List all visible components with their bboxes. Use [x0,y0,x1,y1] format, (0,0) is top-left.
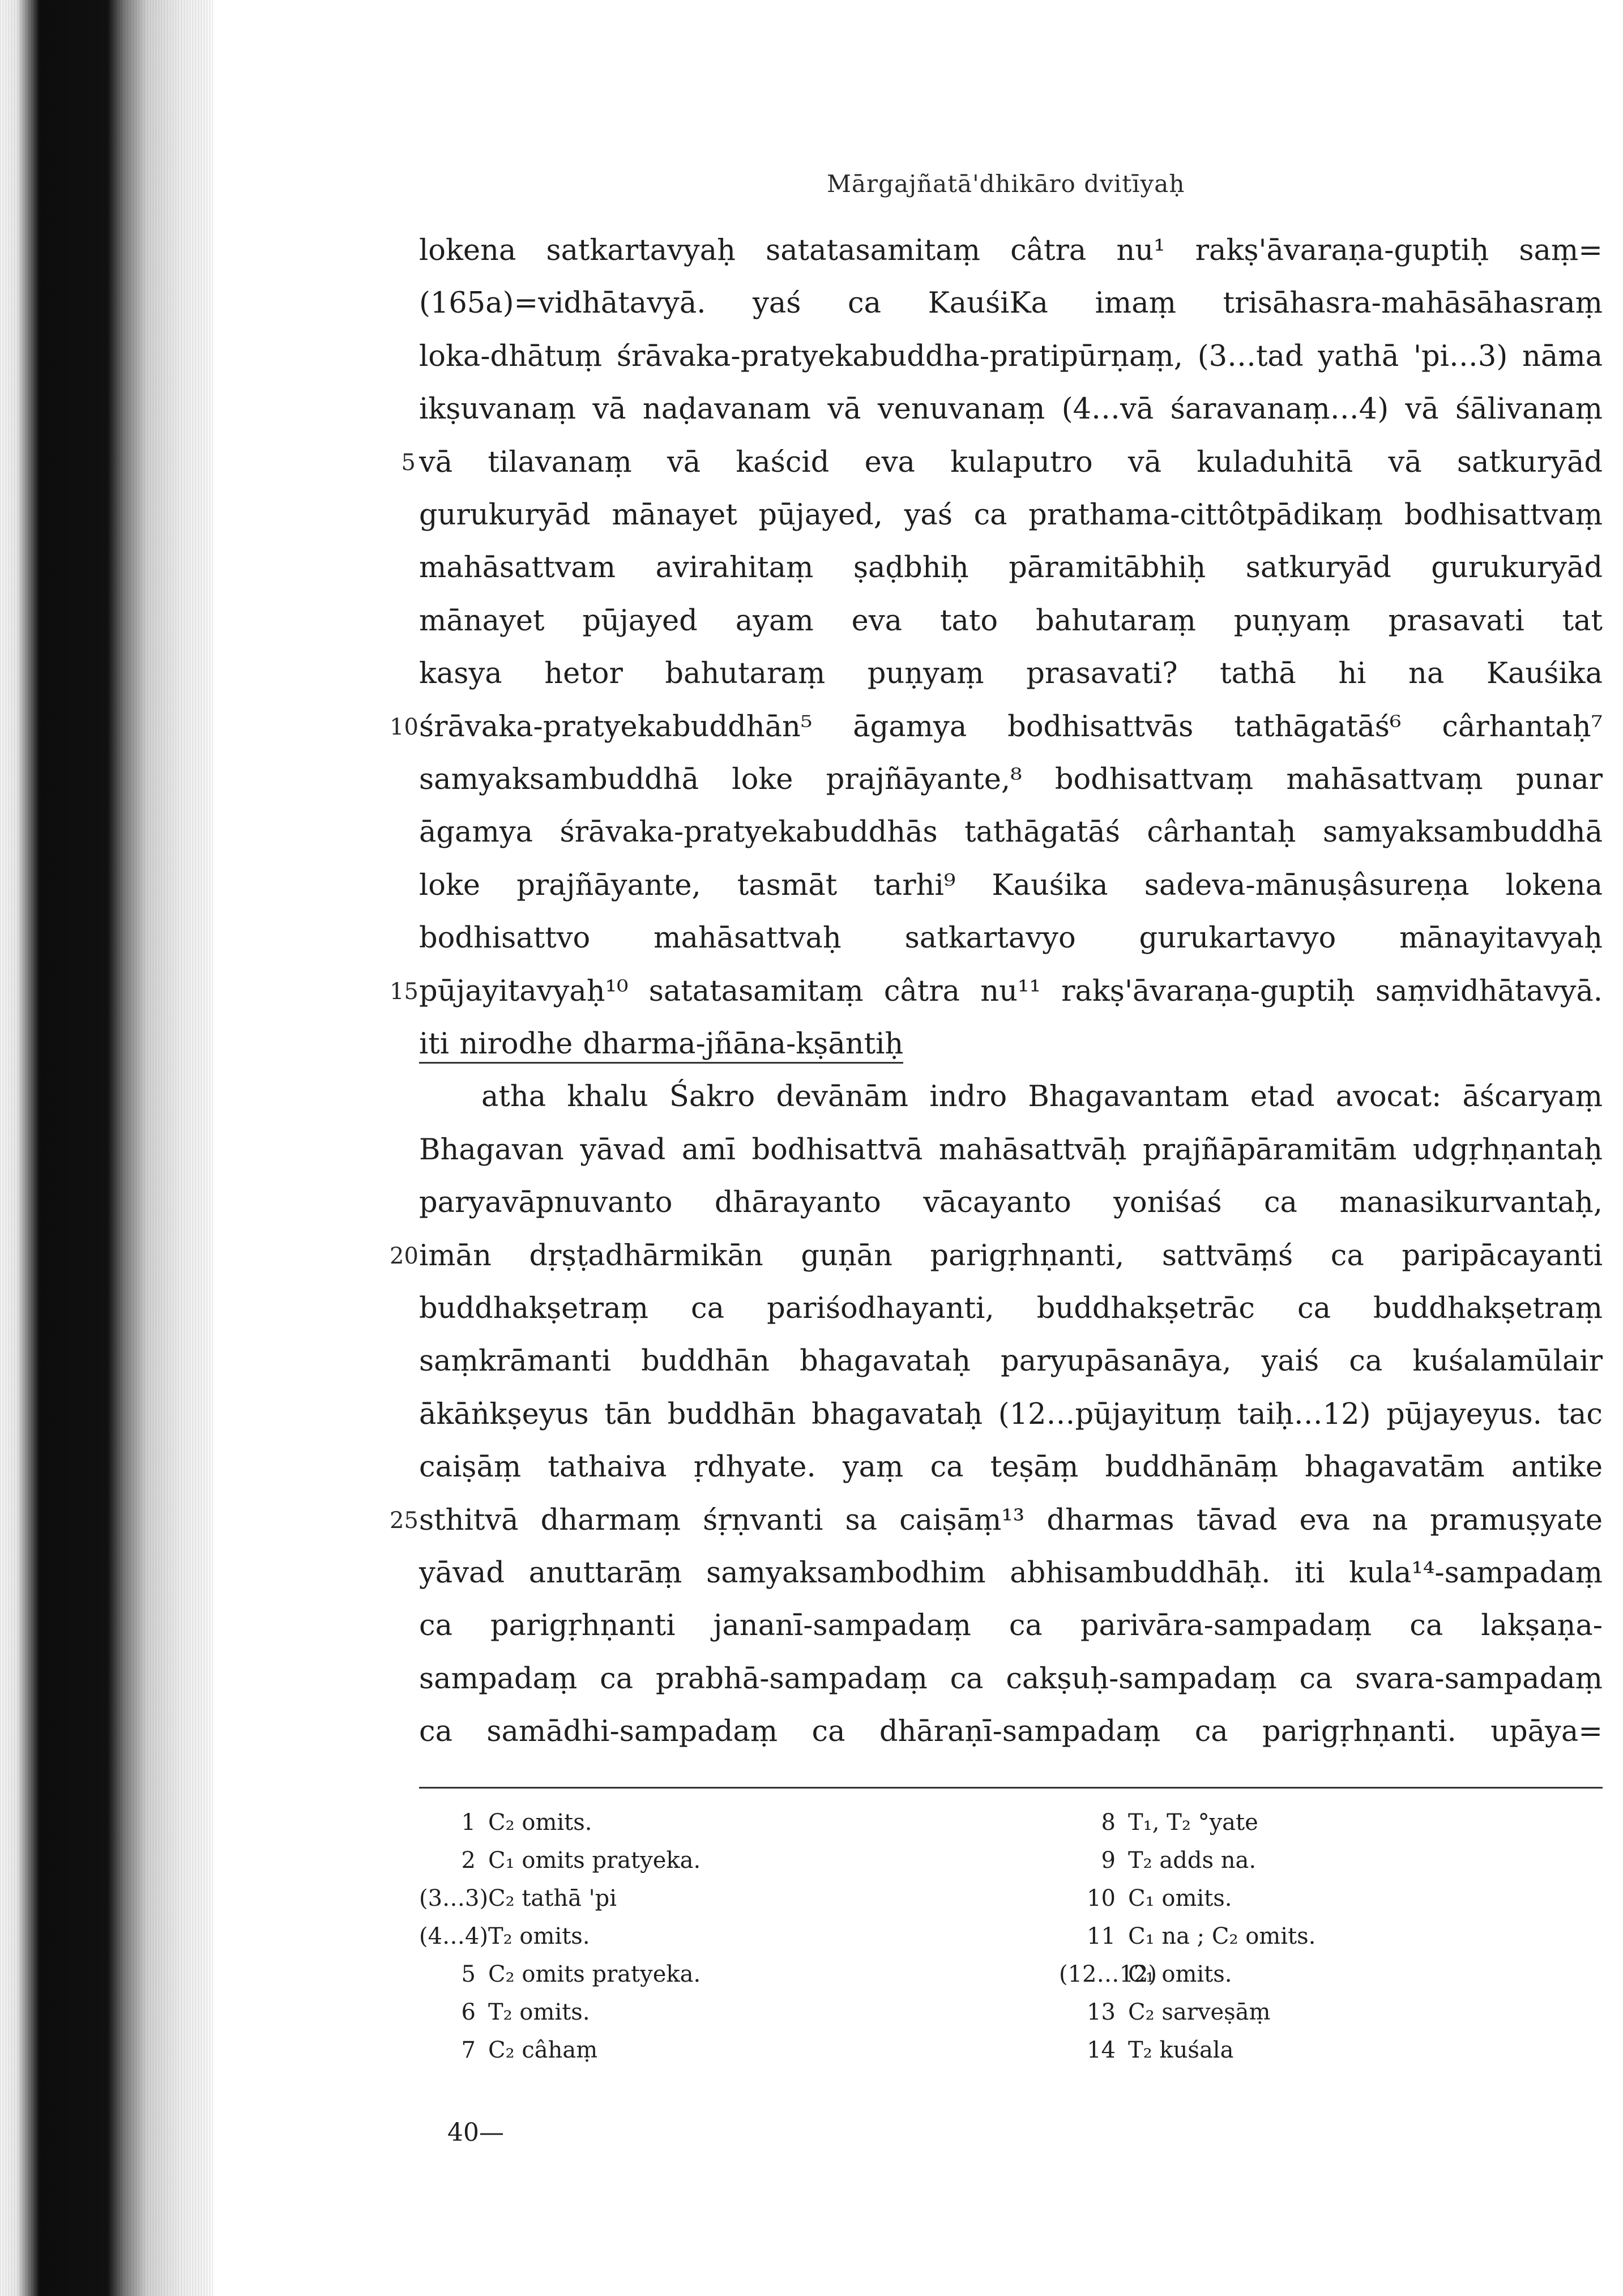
section-heading-text: iti nirodhe dharma-jñāna-kṣāntiḥ [419,1027,903,1064]
footnote-number: 7 [461,2037,476,2063]
text-line: mahāsattvam avirahitaṃ ṣaḍbhiḥ pāramitābhiḥ satkuryād gurukuryād [419,551,1603,584]
footnote-number: 8 [1101,1810,1116,1836]
text-line: ikṣuvanaṃ vā naḍavanam vā venuvanaṃ (4…vā śaravanaṃ…4) vā śālivanaṃ [419,392,1603,426]
footnote-number: (12…12) [1059,1961,1158,1987]
footnote-text: C₁ omits pratyeka. [488,1847,701,1873]
footnote [419,1842,985,1880]
footnote [419,1994,985,2032]
footnote-number: 10 [1087,1885,1116,1911]
text-line: lokena satkartavyaḥ satatasamitaṃ câtra nu¹ rakṣ'āvaraṇa-guptiḥ saṃ= [419,234,1603,267]
line-number: 5 [401,450,416,476]
line-number: 15 [390,979,418,1005]
text-line: śrāvaka-pratyekabuddhān⁵ āgamya bodhisattvās tathāgatāś⁶ cârhantaḥ⁷ [419,710,1603,744]
footnote-text: T₂ omits. [488,1923,590,1949]
footnote-text: C₂ sarveṣāṃ [1128,1999,1271,2025]
footnote-number: (4…4) [419,1923,489,1949]
footnote-number: 14 [1087,2037,1116,2063]
footnote-text: T₂ adds na. [1128,1847,1257,1873]
footnote [419,1956,985,1994]
text-line: paryavāpnuvanto dhārayanto vācayanto yoniśaś ca manasikurvantaḥ, [419,1186,1603,1219]
text-line: samyaksambuddhā loke prajñāyante,⁸ bodhisattvaṃ mahāsattvaṃ punar [419,763,1603,796]
text-line: ca parigṛhṇanti jananī-sampadaṃ ca parivāra-sampadaṃ ca lakṣaṇa- [419,1609,1603,1642]
footnote-number: 1 [461,1810,476,1836]
footnote [1059,1994,1569,2032]
text-line: caiṣāṃ tathaiva ṛdhyate. yaṃ ca teṣāṃ buddhānāṃ bhagavatām antike [419,1450,1603,1484]
footnote-number: 9 [1101,1847,1116,1873]
text-line: gurukuryād mānayet pūjayed, yaś ca prathama-cittôtpādikaṃ bodhisattvaṃ [419,498,1603,532]
footnote-text: T₁, T₂ °yate [1128,1810,1258,1836]
text-line: pūjayitavyaḥ¹⁰ satatasamitaṃ câtra nu¹¹ rakṣ'āvaraṇa-guptiḥ saṃvidhātavyā. [419,975,1603,1008]
text-line: yāvad anuttarāṃ samyaksambodhim abhisambuddhāḥ. iti kula¹⁴-sampadaṃ [419,1556,1603,1590]
text-line: atha khalu Śakro devānām indro Bhagavantam etad avocat: āścaryaṃ [481,1080,1603,1113]
page-number: 40— [447,2118,504,2147]
footnote-number: 11 [1087,1923,1116,1949]
footnote-number: 6 [461,1999,476,2025]
footnote [1059,1918,1569,1956]
text-line: bodhisattvo mahāsattvaḥ satkartavyo gurukartavyo mānayitavyaḥ [419,921,1603,955]
footnote [1059,1842,1569,1880]
footnote [1059,1880,1569,1918]
footnote-text: C₁ omits. [1128,1885,1232,1911]
footnotes-left [419,1804,985,2069]
text-line: loke prajñāyante, tasmāt tarhi⁹ Kauśika sadeva-mānuṣâsureṇa lokena [419,869,1603,902]
text-line: Bhagavan yāvad amī bodhisattvā mahāsattvāḥ prajñāpāramitām udgṛhṇantaḥ [419,1133,1603,1167]
text-line: vā tilavanaṃ vā kaścid eva kulaputro vā kuladuhitā vā satkuryād [419,446,1603,479]
footnote [419,1804,985,1842]
footnote-number: 2 [461,1847,476,1873]
line-number: 10 [390,714,418,740]
footnote [1059,1956,1569,1994]
running-head: Mārgajñatā'dhikāro dvitīyaḥ [827,170,1185,198]
text-line: imān dṛṣṭadhārmikān guṇān parigṛhṇanti, sattvāṃś ca paripācayanti [419,1239,1603,1273]
text-line: saṃkrāmanti buddhān bhagavataḥ paryupāsanāya, yaiś ca kuśalamūlair [419,1345,1603,1378]
text-line: ca samādhi-sampadaṃ ca dhāraṇī-sampadaṃ ca parigṛhṇanti. upāya= [419,1715,1603,1748]
text-line: ākāṅkṣeyus tān buddhān bhagavataḥ (12…pūjayituṃ taiḥ…12) pūjayeyus. tac [419,1398,1603,1431]
footnote [419,1880,985,1918]
line-number: 20 [390,1243,418,1269]
footnote-divider [419,1787,1603,1789]
footnotes-right [1059,1804,1569,2069]
footnote [419,1918,985,1956]
footnote [1059,2032,1569,2069]
footnote-text: C₂ câhaṃ [488,2037,598,2063]
footnote-text: T₂ kuśala [1128,2037,1234,2063]
footnote-number: (3…3) [419,1885,489,1911]
footnote-text: C₂ omits. [488,1810,592,1836]
text-line: kasya hetor bahutaraṃ puṇyaṃ prasavati? tathā hi na Kauśika [419,657,1603,690]
footnote-text: T₂ omits. [488,1999,590,2025]
text-line: buddhakṣetraṃ ca pariśodhayanti, buddhakṣetrāc ca buddhakṣetraṃ [419,1292,1603,1325]
section-heading [419,1024,903,1065]
footnote [419,2032,985,2069]
footnote-number: 5 [461,1961,476,1987]
footnote-text: C₁ omits. [1128,1961,1232,1987]
footnote-text: C₂ tathā 'pi [488,1885,617,1911]
footnote-number: 13 [1087,1999,1116,2025]
text-line: sampadaṃ ca prabhā-sampadaṃ ca cakṣuḥ-sampadaṃ ca svara-sampadaṃ [419,1662,1603,1696]
line-number: 25 [390,1508,418,1534]
text-line: sthitvā dharmaṃ śṛṇvanti sa caiṣāṃ¹³ dharmas tāvad eva na pramuṣyate [419,1504,1603,1537]
text-line: (165a)=vidhātavyā. yaś ca KauśiKa imaṃ trisāhasra-mahāsāhasraṃ [419,287,1603,320]
text-line: mānayet pūjayed ayam eva tato bahutaraṃ puṇyaṃ prasavati tat [419,604,1603,638]
text-line: āgamya śrāvaka-pratyekabuddhās tathāgatāś cârhantaḥ samyaksambuddhā [419,816,1603,849]
footnote [1059,1804,1569,1842]
footnote-text: C₂ omits pratyeka. [488,1961,701,1987]
book-spine-edge [0,0,215,2296]
text-line: loka-dhātuṃ śrāvaka-pratyekabuddha-pratipūrṇaṃ, (3…tad yathā 'pi…3) nāma [419,340,1603,373]
footnote-text: C₁ na ; C₂ omits. [1128,1923,1316,1949]
